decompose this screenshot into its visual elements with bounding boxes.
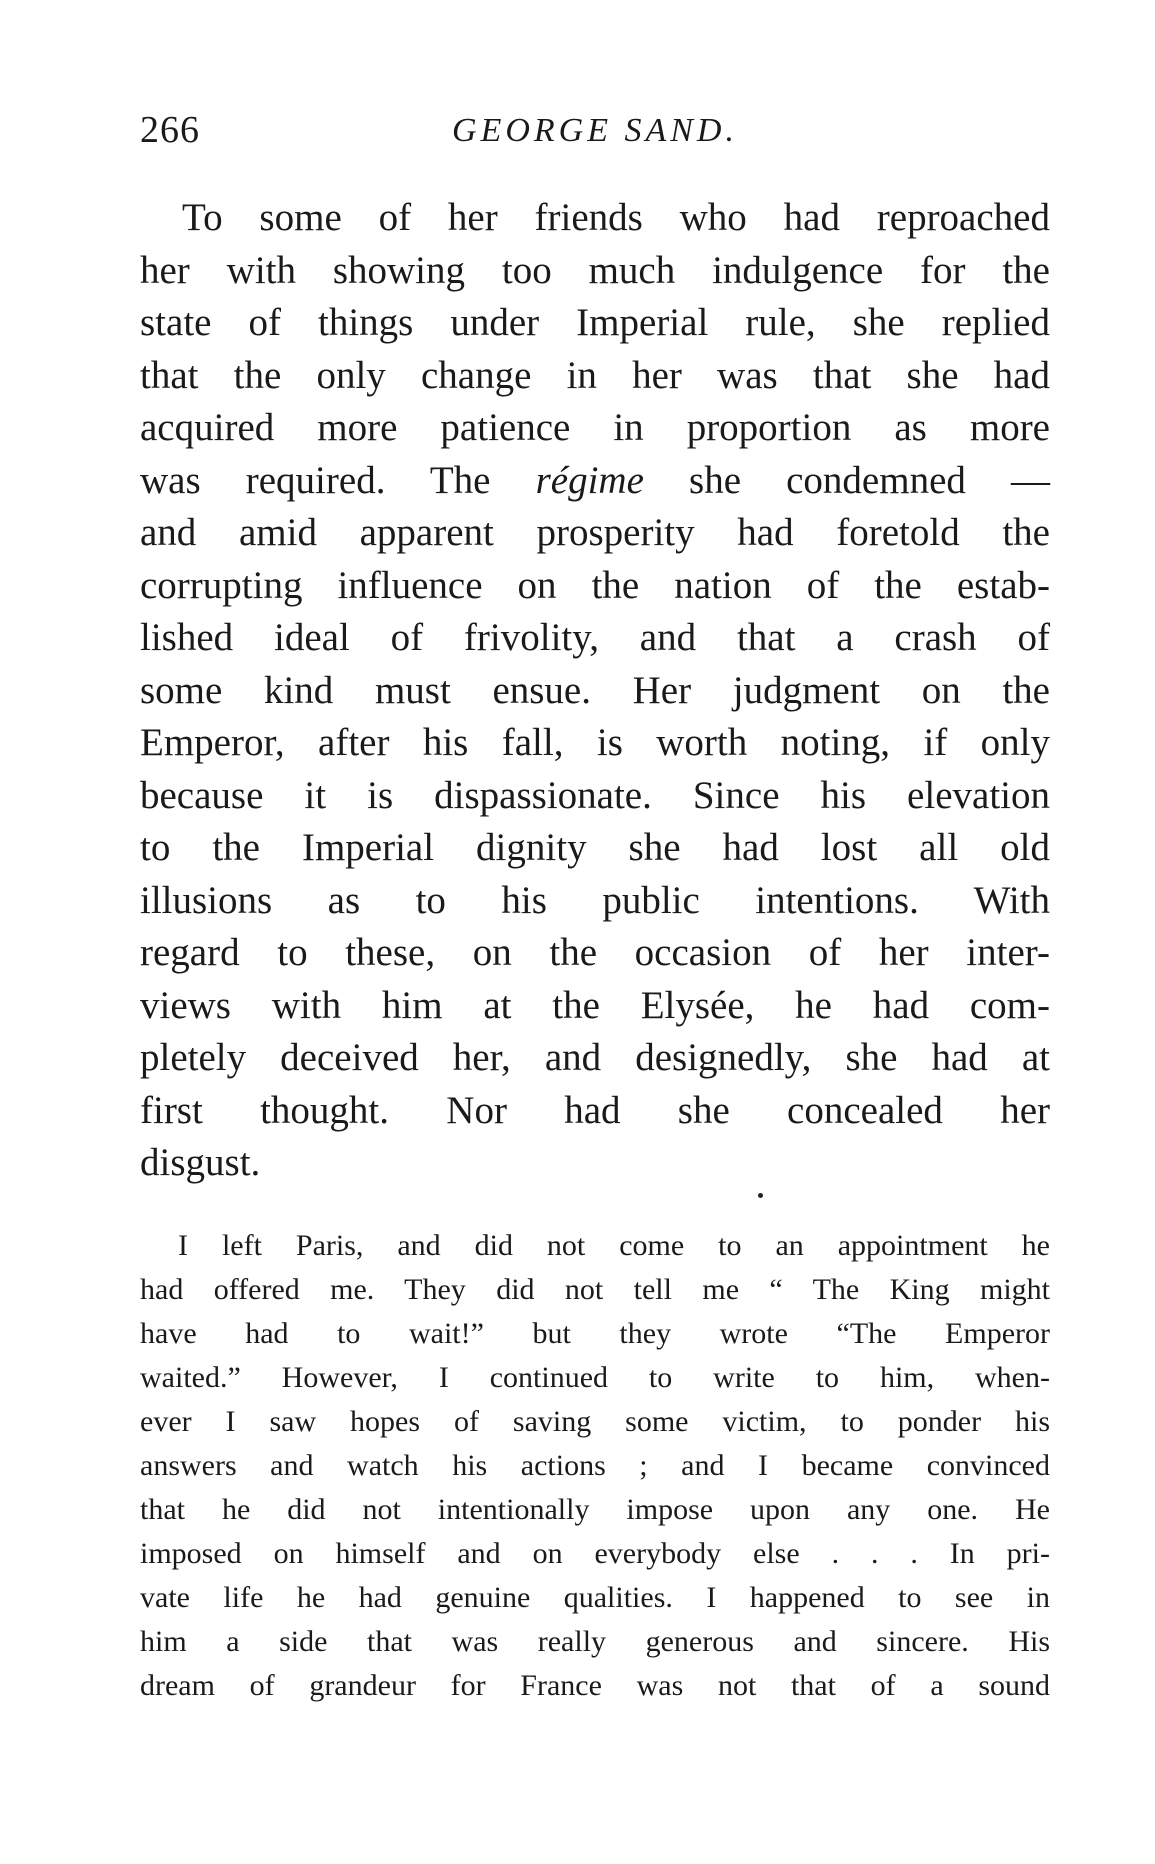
body-line: that the only change in her was that she had <box>140 353 1050 397</box>
quote-line: have had to wait!” but they wrote “The Emperor <box>140 1317 1050 1350</box>
block-quote <box>140 1224 1050 1708</box>
body-line: pletely deceived her, and designedly, she had at <box>140 1036 1050 1079</box>
body-line: views with him at the Elysée, he had com- <box>140 983 1050 1027</box>
quote-line: imposed on himself and on everybody else . . . In pri- <box>140 1537 1050 1570</box>
page-header <box>140 108 1050 168</box>
body-line: first thought. Nor had she concealed her <box>140 1088 1050 1132</box>
body-line: state of things under Imperial rule, she replied <box>140 301 1050 344</box>
page-number: 266 <box>140 109 200 151</box>
quote-line: dream of grandeur for France was not that of a sound <box>140 1669 1050 1702</box>
body-line: was required. The régime she condemned — <box>140 458 1050 502</box>
quote-line: him a side that was really generous and sincere. His <box>140 1625 1050 1658</box>
body-line: regard to these, on the occasion of her inter- <box>140 931 1050 974</box>
body-line: her with showing too much indulgence for the <box>140 248 1050 292</box>
quote-line: waited.” However, I continued to write to him, when- <box>140 1361 1050 1394</box>
print-mark <box>758 1193 763 1198</box>
body-line: disgust. <box>140 1141 261 1184</box>
main-paragraph <box>140 192 1050 1190</box>
body-line: and amid apparent prosperity had foretold the <box>140 511 1050 554</box>
body-line: some kind must ensue. Her judgment on the <box>140 668 1050 712</box>
body-line: corrupting influence on the nation of the estab- <box>140 563 1050 607</box>
quote-line: answers and watch his actions ; and I became convinced <box>140 1449 1050 1482</box>
quote-line: I left Paris, and did not come to an appointment he <box>178 1229 1050 1262</box>
quote-line: that he did not intentionally impose upon any one. He <box>140 1493 1050 1526</box>
quote-line: had offered me. They did not tell me “ The King might <box>140 1273 1050 1306</box>
body-line: illusions as to his public intentions. With <box>140 878 1050 922</box>
body-line: acquired more patience in proportion as more <box>140 406 1050 449</box>
running-head: GEORGE SAND. <box>452 112 738 149</box>
body-line: Emperor, after his fall, is worth noting, if only <box>140 721 1050 764</box>
body-line: lished ideal of frivolity, and that a crash of <box>140 616 1050 659</box>
body-line: because it is dispassionate. Since his elevation <box>140 773 1050 817</box>
italic-word: régime <box>535 458 644 502</box>
body-line: to the Imperial dignity she had lost all old <box>140 826 1050 869</box>
quote-line: ever I saw hopes of saving some victim, to ponder his <box>140 1405 1050 1438</box>
quote-line: vate life he had genuine qualities. I happened to see in <box>140 1581 1050 1614</box>
body-line: To some of her friends who had reproached <box>182 196 1050 239</box>
